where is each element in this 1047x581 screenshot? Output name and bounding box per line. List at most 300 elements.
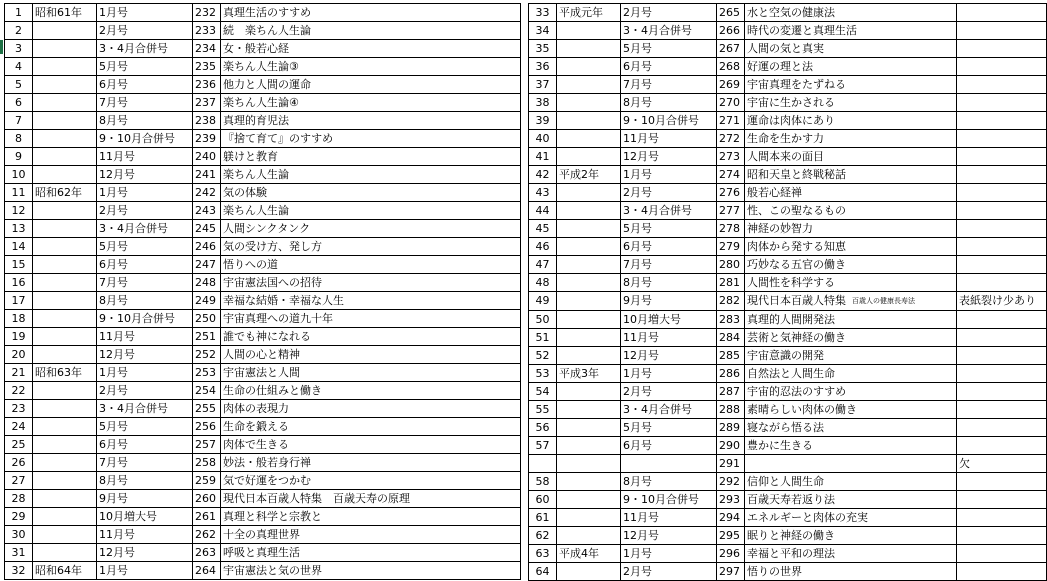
row-number-cell[interactable]: 44 <box>529 202 557 220</box>
row-number-cell[interactable]: 47 <box>529 256 557 274</box>
issue-number-cell[interactable]: 235 <box>193 58 221 76</box>
issue-number-cell[interactable]: 254 <box>193 382 221 400</box>
row-number-cell[interactable]: 56 <box>529 418 557 436</box>
condition-note-cell[interactable] <box>957 184 1047 202</box>
condition-note-cell[interactable] <box>957 148 1047 166</box>
row-number-cell[interactable]: 26 <box>5 454 33 472</box>
issue-number-cell[interactable]: 256 <box>193 418 221 436</box>
issue-title-cell[interactable]: 信仰と人間生命 <box>745 472 957 490</box>
era-cell[interactable] <box>33 220 97 238</box>
issue-month-cell[interactable]: 3・4月合併号 <box>97 400 193 418</box>
condition-note-cell[interactable]: 表紙裂け少あり <box>957 292 1047 311</box>
era-cell[interactable] <box>557 58 621 76</box>
row-number-cell[interactable]: 32 <box>5 562 33 580</box>
condition-note-cell[interactable] <box>957 544 1047 562</box>
issue-month-cell[interactable]: 6月号 <box>97 436 193 454</box>
era-cell[interactable] <box>33 508 97 526</box>
row-number-cell[interactable]: 41 <box>529 148 557 166</box>
issue-title-cell[interactable]: 時代の変遷と真理生活 <box>745 22 957 40</box>
row-number-cell[interactable]: 58 <box>529 472 557 490</box>
condition-note-cell[interactable] <box>957 94 1047 112</box>
issue-month-cell[interactable]: 8月号 <box>621 472 717 490</box>
issue-title-cell[interactable]: 神経の妙智力 <box>745 220 957 238</box>
issue-month-cell[interactable]: 9・10月合併号 <box>97 130 193 148</box>
row-number-cell[interactable]: 21 <box>5 364 33 382</box>
issue-title-cell[interactable]: 寝ながら悟る法 <box>745 418 957 436</box>
issue-number-cell[interactable]: 288 <box>717 400 745 418</box>
condition-note-cell[interactable] <box>957 274 1047 292</box>
row-number-cell[interactable]: 18 <box>5 310 33 328</box>
era-cell[interactable] <box>33 418 97 436</box>
issue-month-cell[interactable]: 12月号 <box>97 544 193 562</box>
row-number-cell[interactable]: 50 <box>529 310 557 328</box>
condition-note-cell[interactable] <box>957 238 1047 256</box>
era-cell[interactable] <box>33 472 97 490</box>
era-cell[interactable] <box>33 40 97 58</box>
issue-title-cell[interactable]: 宇宙的忍法のすすめ <box>745 382 957 400</box>
condition-note-cell[interactable] <box>957 130 1047 148</box>
era-cell[interactable] <box>557 40 621 58</box>
row-number-cell[interactable]: 52 <box>529 346 557 364</box>
row-number-cell[interactable]: 4 <box>5 58 33 76</box>
era-cell[interactable] <box>33 346 97 364</box>
era-cell[interactable] <box>557 328 621 346</box>
era-cell[interactable] <box>33 292 97 310</box>
issue-month-cell[interactable]: 3・4月合併号 <box>97 220 193 238</box>
issue-title-cell[interactable]: 人間の気と真実 <box>745 40 957 58</box>
issue-number-cell[interactable]: 274 <box>717 166 745 184</box>
era-cell[interactable] <box>557 382 621 400</box>
row-number-cell[interactable]: 13 <box>5 220 33 238</box>
issue-title-cell[interactable]: 宇宙憲法国への招待 <box>221 274 521 292</box>
issue-month-cell[interactable]: 2月号 <box>97 382 193 400</box>
issue-month-cell[interactable]: 1月号 <box>97 184 193 202</box>
issue-month-cell[interactable]: 9・10月合併号 <box>621 112 717 130</box>
issue-title-cell[interactable]: 素晴らしい肉体の働き <box>745 400 957 418</box>
issue-month-cell[interactable]: 7月号 <box>97 454 193 472</box>
condition-note-cell[interactable] <box>957 472 1047 490</box>
issue-title-cell[interactable]: 宇宙真理をたずねる <box>745 76 957 94</box>
issue-title-cell[interactable]: 『捨て育て』のすすめ <box>221 130 521 148</box>
issue-title-cell[interactable]: 宇宙に生かされる <box>745 94 957 112</box>
issue-number-cell[interactable]: 250 <box>193 310 221 328</box>
issue-month-cell[interactable]: 12月号 <box>621 148 717 166</box>
era-cell[interactable]: 昭和63年 <box>33 364 97 382</box>
issue-month-cell[interactable]: 7月号 <box>97 274 193 292</box>
issue-number-cell[interactable]: 271 <box>717 112 745 130</box>
issue-title-cell[interactable]: 肉体から発する知恵 <box>745 238 957 256</box>
issue-month-cell[interactable]: 9・10月合併号 <box>97 310 193 328</box>
issue-number-cell[interactable]: 297 <box>717 562 745 580</box>
issue-number-cell[interactable]: 264 <box>193 562 221 580</box>
issue-month-cell[interactable]: 1月号 <box>97 562 193 580</box>
issue-month-cell[interactable]: 8月号 <box>621 94 717 112</box>
condition-note-cell[interactable] <box>957 202 1047 220</box>
issue-month-cell[interactable]: 6月号 <box>97 256 193 274</box>
condition-note-cell[interactable] <box>957 166 1047 184</box>
issue-month-cell[interactable]: 3・4月合併号 <box>97 40 193 58</box>
era-cell[interactable] <box>557 220 621 238</box>
issue-month-cell[interactable]: 6月号 <box>621 58 717 76</box>
condition-note-cell[interactable] <box>957 364 1047 382</box>
issue-month-cell[interactable]: 3・4月合併号 <box>621 202 717 220</box>
issue-title-cell[interactable]: 楽ちん人生論④ <box>221 94 521 112</box>
row-number-cell[interactable]: 6 <box>5 94 33 112</box>
issue-title-cell[interactable]: 宇宙意識の開発 <box>745 346 957 364</box>
row-number-cell[interactable]: 36 <box>529 58 557 76</box>
issue-month-cell[interactable]: 6月号 <box>97 76 193 94</box>
issue-title-cell[interactable]: 躾けと教育 <box>221 148 521 166</box>
era-cell[interactable] <box>557 508 621 526</box>
condition-note-cell[interactable] <box>957 328 1047 346</box>
era-cell[interactable] <box>33 310 97 328</box>
era-cell[interactable]: 昭和64年 <box>33 562 97 580</box>
issue-month-cell[interactable]: 9月号 <box>97 490 193 508</box>
issue-month-cell[interactable]: 11月号 <box>97 526 193 544</box>
issue-title-cell[interactable]: 豊かに生きる <box>745 436 957 454</box>
issue-title-cell[interactable]: 真理と科学と宗教と <box>221 508 521 526</box>
row-number-cell[interactable]: 19 <box>5 328 33 346</box>
era-cell[interactable] <box>33 58 97 76</box>
condition-note-cell[interactable] <box>957 508 1047 526</box>
row-number-cell[interactable]: 61 <box>529 508 557 526</box>
issue-month-cell[interactable]: 11月号 <box>97 148 193 166</box>
issue-title-cell[interactable]: 楽ちん人生論③ <box>221 58 521 76</box>
issue-number-cell[interactable]: 267 <box>717 40 745 58</box>
issue-number-cell[interactable]: 248 <box>193 274 221 292</box>
row-number-cell[interactable]: 3 <box>5 40 33 58</box>
era-cell[interactable] <box>557 400 621 418</box>
era-cell[interactable] <box>33 202 97 220</box>
issue-number-cell[interactable]: 233 <box>193 22 221 40</box>
issue-number-cell[interactable]: 240 <box>193 148 221 166</box>
era-cell[interactable] <box>557 184 621 202</box>
row-number-cell[interactable]: 29 <box>5 508 33 526</box>
issue-title-cell[interactable]: 楽ちん人生論 <box>221 202 521 220</box>
row-number-cell[interactable]: 30 <box>5 526 33 544</box>
era-cell[interactable] <box>557 22 621 40</box>
condition-note-cell[interactable] <box>957 220 1047 238</box>
era-cell[interactable] <box>33 112 97 130</box>
era-cell[interactable] <box>557 346 621 364</box>
era-cell[interactable] <box>557 292 621 311</box>
era-cell[interactable] <box>557 436 621 454</box>
issue-month-cell[interactable]: 2月号 <box>621 562 717 580</box>
issue-title-cell[interactable]: 宇宙真理への道九十年 <box>221 310 521 328</box>
row-number-cell[interactable]: 39 <box>529 112 557 130</box>
row-number-cell[interactable]: 51 <box>529 328 557 346</box>
row-number-cell[interactable]: 5 <box>5 76 33 94</box>
issue-number-cell[interactable]: 261 <box>193 508 221 526</box>
issue-title-cell[interactable]: 宇宙憲法と気の世界 <box>221 562 521 580</box>
issue-number-cell[interactable]: 263 <box>193 544 221 562</box>
issue-number-cell[interactable]: 262 <box>193 526 221 544</box>
issue-number-cell[interactable]: 281 <box>717 274 745 292</box>
era-cell[interactable] <box>557 490 621 508</box>
issue-month-cell[interactable]: 9・10月合併号 <box>621 490 717 508</box>
issue-number-cell[interactable]: 265 <box>717 4 745 22</box>
issue-month-cell[interactable]: 2月号 <box>621 4 717 22</box>
row-number-cell[interactable]: 31 <box>5 544 33 562</box>
issue-month-cell[interactable]: 5月号 <box>97 58 193 76</box>
row-number-cell[interactable]: 38 <box>529 94 557 112</box>
issue-month-cell[interactable]: 8月号 <box>97 112 193 130</box>
issue-month-cell[interactable]: 6月号 <box>621 238 717 256</box>
issue-month-cell[interactable]: 5月号 <box>97 238 193 256</box>
row-number-cell[interactable]: 2 <box>5 22 33 40</box>
issue-number-cell[interactable]: 286 <box>717 364 745 382</box>
era-cell[interactable] <box>33 238 97 256</box>
issue-number-cell[interactable]: 252 <box>193 346 221 364</box>
era-cell[interactable]: 昭和62年 <box>33 184 97 202</box>
issue-number-cell[interactable]: 253 <box>193 364 221 382</box>
row-number-cell[interactable]: 17 <box>5 292 33 310</box>
era-cell[interactable] <box>557 256 621 274</box>
issue-number-cell[interactable]: 251 <box>193 328 221 346</box>
era-cell[interactable] <box>33 22 97 40</box>
issue-title-cell[interactable]: エネルギーと肉体の充実 <box>745 508 957 526</box>
era-cell[interactable] <box>33 436 97 454</box>
row-number-cell[interactable]: 16 <box>5 274 33 292</box>
issue-title-cell[interactable]: 真理生活のすすめ <box>221 4 521 22</box>
issue-title-cell[interactable]: 眠りと神経の働き <box>745 526 957 544</box>
row-number-cell[interactable]: 8 <box>5 130 33 148</box>
era-cell[interactable] <box>557 454 621 472</box>
issue-month-cell[interactable]: 5月号 <box>621 220 717 238</box>
issue-month-cell[interactable]: 12月号 <box>97 166 193 184</box>
issue-month-cell[interactable]: 8月号 <box>621 274 717 292</box>
issue-month-cell[interactable]: 3・4月合併号 <box>621 22 717 40</box>
era-cell[interactable] <box>33 94 97 112</box>
row-number-cell[interactable]: 7 <box>5 112 33 130</box>
issue-title-cell[interactable]: 妙法・般若身行禅 <box>221 454 521 472</box>
era-cell[interactable] <box>557 274 621 292</box>
issue-number-cell[interactable]: 291 <box>717 454 745 472</box>
issue-title-cell[interactable]: 人間性を科学する <box>745 274 957 292</box>
issue-number-cell[interactable]: 268 <box>717 58 745 76</box>
issue-month-cell[interactable]: 7月号 <box>621 76 717 94</box>
issue-title-cell[interactable]: 人間本来の面目 <box>745 148 957 166</box>
era-cell[interactable] <box>557 526 621 544</box>
issue-number-cell[interactable]: 270 <box>717 94 745 112</box>
issue-title-cell[interactable]: 楽ちん人生論 <box>221 166 521 184</box>
era-cell[interactable] <box>33 148 97 166</box>
era-cell[interactable] <box>557 472 621 490</box>
condition-note-cell[interactable] <box>957 76 1047 94</box>
issue-month-cell[interactable] <box>621 454 717 472</box>
issue-number-cell[interactable]: 282 <box>717 292 745 311</box>
issue-number-cell[interactable]: 279 <box>717 238 745 256</box>
issue-month-cell[interactable]: 9月号 <box>621 292 717 311</box>
issue-title-cell[interactable] <box>745 292 957 311</box>
issue-number-cell[interactable]: 296 <box>717 544 745 562</box>
issue-title-cell[interactable]: 昭和天皇と終戦秘話 <box>745 166 957 184</box>
era-cell[interactable] <box>33 256 97 274</box>
issue-month-cell[interactable]: 7月号 <box>97 94 193 112</box>
era-cell[interactable] <box>557 76 621 94</box>
condition-note-cell[interactable] <box>957 310 1047 328</box>
era-cell[interactable] <box>557 418 621 436</box>
row-number-cell[interactable]: 45 <box>529 220 557 238</box>
issue-month-cell[interactable]: 2月号 <box>621 184 717 202</box>
row-number-cell[interactable]: 15 <box>5 256 33 274</box>
row-number-cell[interactable]: 14 <box>5 238 33 256</box>
issue-title-cell[interactable]: 人間の心と精神 <box>221 346 521 364</box>
row-number-cell[interactable]: 23 <box>5 400 33 418</box>
issue-number-cell[interactable]: 280 <box>717 256 745 274</box>
condition-note-cell[interactable] <box>957 4 1047 22</box>
condition-note-cell[interactable] <box>957 418 1047 436</box>
issue-title-cell[interactable]: 肉体の表現力 <box>221 400 521 418</box>
issue-number-cell[interactable]: 284 <box>717 328 745 346</box>
issue-month-cell[interactable]: 1月号 <box>97 4 193 22</box>
era-cell[interactable] <box>557 562 621 580</box>
issue-number-cell[interactable]: 272 <box>717 130 745 148</box>
era-cell[interactable] <box>33 382 97 400</box>
row-number-cell[interactable]: 62 <box>529 526 557 544</box>
era-cell[interactable] <box>33 454 97 472</box>
issue-number-cell[interactable]: 236 <box>193 76 221 94</box>
issue-number-cell[interactable]: 273 <box>717 148 745 166</box>
issue-title-cell[interactable]: 気で好運をつかむ <box>221 472 521 490</box>
issue-month-cell[interactable]: 2月号 <box>97 202 193 220</box>
condition-note-cell[interactable] <box>957 400 1047 418</box>
issue-title-cell[interactable]: 現代日本百歳人特集 百歳天寿の原理 <box>221 490 521 508</box>
issue-number-cell[interactable]: 266 <box>717 22 745 40</box>
issue-title-cell[interactable]: 真理的育児法 <box>221 112 521 130</box>
era-cell[interactable] <box>33 526 97 544</box>
issue-month-cell[interactable]: 3・4月合併号 <box>621 400 717 418</box>
issue-month-cell[interactable]: 1月号 <box>621 166 717 184</box>
issue-title-cell[interactable]: 性、この聖なるもの <box>745 202 957 220</box>
era-cell[interactable] <box>557 148 621 166</box>
issue-number-cell[interactable]: 249 <box>193 292 221 310</box>
issue-number-cell[interactable]: 239 <box>193 130 221 148</box>
issue-number-cell[interactable]: 246 <box>193 238 221 256</box>
row-number-cell[interactable]: 63 <box>529 544 557 562</box>
issue-month-cell[interactable]: 8月号 <box>97 292 193 310</box>
row-number-cell[interactable]: 60 <box>529 490 557 508</box>
issue-month-cell[interactable]: 1月号 <box>621 544 717 562</box>
era-cell[interactable]: 平成元年 <box>557 4 621 22</box>
issue-title-cell[interactable]: 生命の仕組みと働き <box>221 382 521 400</box>
row-number-cell[interactable]: 43 <box>529 184 557 202</box>
issue-number-cell[interactable]: 290 <box>717 436 745 454</box>
issue-title-cell[interactable]: 呼吸と真理生活 <box>221 544 521 562</box>
issue-title-cell[interactable]: 気の体験 <box>221 184 521 202</box>
era-cell[interactable] <box>557 94 621 112</box>
row-number-cell[interactable]: 48 <box>529 274 557 292</box>
issue-month-cell[interactable]: 1月号 <box>621 364 717 382</box>
issue-title-cell[interactable]: 生命を生かす力 <box>745 130 957 148</box>
issue-title-cell[interactable]: 肉体で生きる <box>221 436 521 454</box>
row-number-cell[interactable]: 34 <box>529 22 557 40</box>
row-number-cell[interactable]: 12 <box>5 202 33 220</box>
condition-note-cell[interactable] <box>957 562 1047 580</box>
issue-number-cell[interactable]: 242 <box>193 184 221 202</box>
issue-number-cell[interactable]: 243 <box>193 202 221 220</box>
era-cell[interactable] <box>557 130 621 148</box>
issue-title-cell[interactable]: 幸福な結婚・幸福な人生 <box>221 292 521 310</box>
issue-title-cell[interactable]: 生命を鍛える <box>221 418 521 436</box>
issue-month-cell[interactable]: 10月増大号 <box>621 310 717 328</box>
issue-number-cell[interactable]: 277 <box>717 202 745 220</box>
row-number-cell[interactable]: 54 <box>529 382 557 400</box>
issue-month-cell[interactable]: 2月号 <box>97 22 193 40</box>
issue-title-cell[interactable]: 女・般若心経 <box>221 40 521 58</box>
row-number-cell[interactable]: 10 <box>5 166 33 184</box>
row-number-cell[interactable]: 1 <box>5 4 33 22</box>
row-number-cell[interactable]: 53 <box>529 364 557 382</box>
era-cell[interactable] <box>33 76 97 94</box>
condition-note-cell[interactable] <box>957 526 1047 544</box>
era-cell[interactable] <box>33 166 97 184</box>
issue-title-cell[interactable]: 百歳天寿若返り法 <box>745 490 957 508</box>
condition-note-cell[interactable] <box>957 112 1047 130</box>
issue-title-cell[interactable]: 般若心経禅 <box>745 184 957 202</box>
row-number-cell[interactable]: 9 <box>5 148 33 166</box>
era-cell[interactable] <box>33 130 97 148</box>
issue-title-cell[interactable]: 水と空気の健康法 <box>745 4 957 22</box>
issue-number-cell[interactable]: 241 <box>193 166 221 184</box>
issue-number-cell[interactable]: 294 <box>717 508 745 526</box>
issue-number-cell[interactable]: 234 <box>193 40 221 58</box>
condition-note-cell[interactable]: 欠 <box>957 454 1047 472</box>
era-cell[interactable] <box>557 202 621 220</box>
issue-title-cell[interactable]: 十全の真理世界 <box>221 526 521 544</box>
issue-month-cell[interactable]: 11月号 <box>621 130 717 148</box>
issue-title-cell[interactable]: 悟りへの道 <box>221 256 521 274</box>
issue-month-cell[interactable]: 12月号 <box>621 346 717 364</box>
issue-number-cell[interactable]: 258 <box>193 454 221 472</box>
era-cell[interactable] <box>557 238 621 256</box>
issue-month-cell[interactable]: 7月号 <box>621 256 717 274</box>
issue-number-cell[interactable]: 260 <box>193 490 221 508</box>
issue-number-cell[interactable]: 237 <box>193 94 221 112</box>
issue-month-cell[interactable]: 12月号 <box>97 346 193 364</box>
issue-title-cell[interactable]: 芸術と気神経の働き <box>745 328 957 346</box>
era-cell[interactable] <box>557 112 621 130</box>
issue-title-cell[interactable]: 運命は肉体にあり <box>745 112 957 130</box>
issue-month-cell[interactable]: 2月号 <box>621 382 717 400</box>
issue-number-cell[interactable]: 255 <box>193 400 221 418</box>
row-number-cell[interactable] <box>529 454 557 472</box>
issue-title-cell[interactable]: 自然法と人間生命 <box>745 364 957 382</box>
era-cell[interactable]: 平成4年 <box>557 544 621 562</box>
issue-title-cell[interactable]: 悟りの世界 <box>745 562 957 580</box>
issue-title-cell[interactable]: 人間シンクタンク <box>221 220 521 238</box>
era-cell[interactable] <box>33 400 97 418</box>
issue-month-cell[interactable]: 11月号 <box>621 508 717 526</box>
era-cell[interactable]: 平成3年 <box>557 364 621 382</box>
condition-note-cell[interactable] <box>957 346 1047 364</box>
issue-number-cell[interactable]: 232 <box>193 4 221 22</box>
issue-month-cell[interactable]: 8月号 <box>97 472 193 490</box>
issue-title-cell[interactable]: 巧妙なる五官の働き <box>745 256 957 274</box>
row-number-cell[interactable]: 25 <box>5 436 33 454</box>
condition-note-cell[interactable] <box>957 58 1047 76</box>
row-number-cell[interactable]: 27 <box>5 472 33 490</box>
row-number-cell[interactable]: 35 <box>529 40 557 58</box>
issue-number-cell[interactable]: 292 <box>717 472 745 490</box>
issue-number-cell[interactable]: 293 <box>717 490 745 508</box>
era-cell[interactable]: 昭和61年 <box>33 4 97 22</box>
issue-title-cell[interactable]: 宇宙憲法と人間 <box>221 364 521 382</box>
issue-number-cell[interactable]: 247 <box>193 256 221 274</box>
row-number-cell[interactable]: 64 <box>529 562 557 580</box>
row-number-cell[interactable]: 49 <box>529 292 557 311</box>
issue-number-cell[interactable]: 285 <box>717 346 745 364</box>
